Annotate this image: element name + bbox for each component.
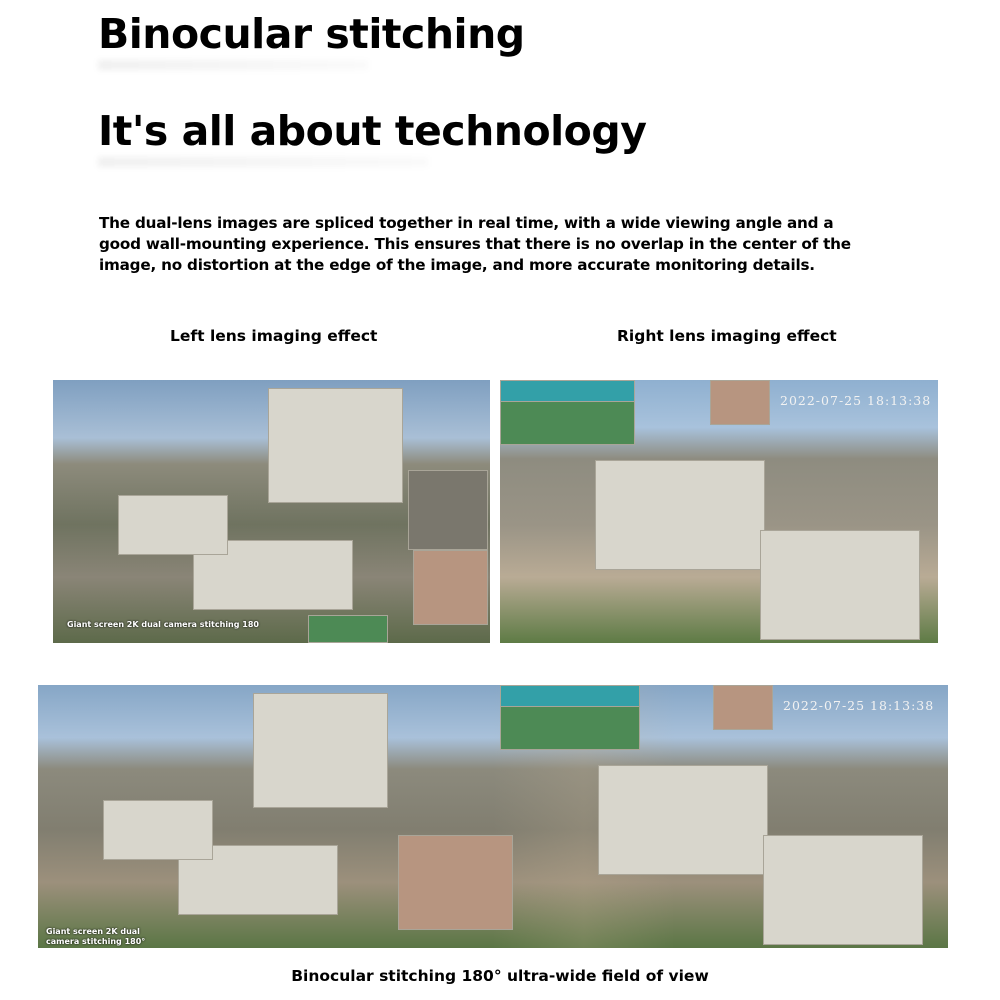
building — [760, 530, 920, 640]
description: The dual-lens images are spliced together in real time, with a wide viewing angle and a good wall-mounting experience. This ensures that there is no overlap in the center of the image, no distortion at the edge of the image, and more accurate monitoring details. — [99, 214, 851, 274]
heading-line1: Binocular stitching — [98, 10, 525, 58]
heading-reflection — [98, 157, 428, 167]
watermark: Giant screen 2K dual camera stitching 180° — [46, 927, 146, 946]
heading-line2: It's all about technology — [98, 107, 647, 155]
left-lens-photo — [53, 380, 490, 643]
left-lens-label: Left lens imaging effect — [170, 327, 378, 345]
building — [598, 765, 768, 875]
building — [408, 470, 488, 550]
building — [763, 835, 923, 945]
heading-reflection — [98, 60, 368, 70]
building — [268, 388, 403, 503]
building — [500, 380, 635, 402]
building — [713, 685, 773, 730]
right-lens-label: Right lens imaging effect — [617, 327, 837, 345]
stitched-photo — [38, 685, 948, 948]
watermark: Giant screen 2K dual camera stitching 180 — [67, 620, 259, 629]
building — [103, 800, 213, 860]
building — [500, 685, 640, 707]
building — [710, 380, 770, 425]
building — [118, 495, 228, 555]
building — [413, 550, 488, 625]
building — [595, 460, 765, 570]
building — [253, 693, 388, 808]
timestamp: 2022-07-25 18:13:38 — [780, 393, 932, 408]
caption: Binocular stitching 180° ultra-wide field of view — [291, 967, 709, 985]
building — [308, 615, 388, 643]
building — [398, 835, 513, 930]
timestamp: 2022-07-25 18:13:38 — [783, 698, 935, 713]
right-lens-photo — [500, 380, 938, 643]
